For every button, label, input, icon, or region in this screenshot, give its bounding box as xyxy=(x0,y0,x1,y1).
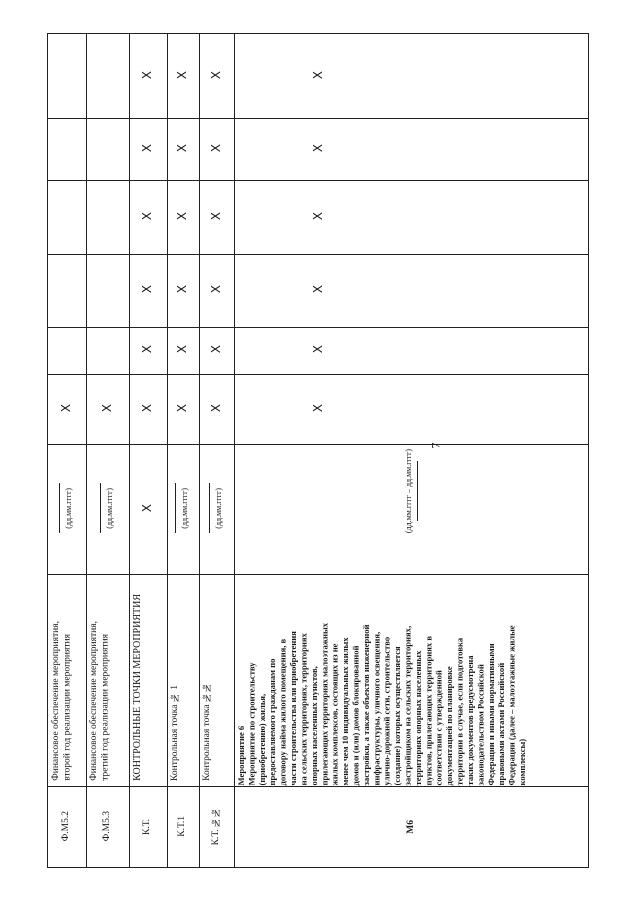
row-mark-text: X xyxy=(311,211,325,221)
date-label: (дд.мм.гггг) xyxy=(64,487,73,529)
row-code xyxy=(198,785,233,868)
row-code-text: Ф.М5.3 xyxy=(101,811,112,842)
row-code xyxy=(47,785,85,868)
row-code-text: Ф.М5.2 xyxy=(61,811,71,842)
row-mark-text: X xyxy=(208,143,223,153)
row-name xyxy=(85,573,128,785)
row-mark xyxy=(128,253,166,326)
row-mark xyxy=(243,179,393,253)
row-mark-text: X xyxy=(175,70,189,80)
row-date xyxy=(233,443,589,573)
row-mark xyxy=(198,373,233,443)
row-mark xyxy=(198,117,233,179)
row-mark-text: X xyxy=(311,70,325,80)
date-field xyxy=(175,483,189,533)
row-mark-text: X xyxy=(175,211,189,221)
date-label: (дд.мм.гггг) xyxy=(104,487,114,529)
row-name xyxy=(47,573,85,785)
row-mark xyxy=(243,33,393,117)
row-mark-text: X xyxy=(208,345,223,354)
row-mark xyxy=(243,326,393,373)
row-mark xyxy=(166,33,198,117)
row-name xyxy=(166,573,198,785)
row-code xyxy=(166,785,198,868)
row-mark-text: X xyxy=(208,403,223,413)
row-date xyxy=(128,443,166,573)
row-mark-text: X xyxy=(311,143,325,153)
row-name-text: Мероприятие 6 Мероприятие по строительству (приобретению) жилья, предоставляемого гражданам по договору найма жилого помещения, в части строительства или приобретения на сельских территориях, территориях опорных населенных пунктов, прилегающих территориях малоэтажных жилых комплексов, состоящих из не менее чем 10 индивидуальных жилых домов и (или) домов блокированной застройки, а также объектов инженерной инфраструктуры, уличного освещения, улично-дорожной сети, строительство (создание) которых осуществляется застройщиком на сельских территориях, территориях опорных населенных пунктов, прилегающих территориях в соответствии с утвержденной документацией по планировке территории в случае, если подготовка таких документов предусмотрена законодательством Российской Федерации и иными нормативными правовыми актами Российской Федерации (далее – малоэтажные жилые комплексы) xyxy=(236,622,527,785)
row-mark xyxy=(128,117,166,179)
row-mark xyxy=(85,33,128,117)
row-code xyxy=(233,785,589,868)
date-field xyxy=(100,483,114,533)
row-mark xyxy=(166,179,198,253)
row-code xyxy=(128,785,166,868)
row-mark-text: X xyxy=(175,403,189,413)
row-mark xyxy=(47,33,85,117)
row-code xyxy=(85,785,128,868)
row-mark xyxy=(85,373,128,443)
row-mark xyxy=(243,253,393,326)
row-mark-text: X xyxy=(175,345,189,354)
row-mark xyxy=(243,117,393,179)
row-name xyxy=(128,573,166,785)
date-field xyxy=(209,483,223,533)
row-mark xyxy=(47,117,85,179)
row-mark xyxy=(166,253,198,326)
row-mark-text: X xyxy=(140,70,154,80)
row-date xyxy=(198,443,233,573)
row-mark xyxy=(198,253,233,326)
date-field xyxy=(59,483,73,533)
date-label: (дд.мм.гггг) xyxy=(180,487,189,529)
row-mark-text: X xyxy=(99,403,114,413)
row-mark-text: X xyxy=(311,345,325,354)
row-date xyxy=(85,443,128,573)
row-mark-text: X xyxy=(140,403,154,413)
row-mark xyxy=(128,373,166,443)
row-mark-text: X xyxy=(208,70,223,80)
date-underline xyxy=(417,461,418,521)
row-mark xyxy=(47,373,85,443)
row-mark xyxy=(47,179,85,253)
row-mark xyxy=(128,33,166,117)
row-code-text: К.Т. xyxy=(142,818,152,835)
row-date xyxy=(166,443,198,573)
row-code-text: М6 xyxy=(406,819,416,834)
row-mark xyxy=(198,326,233,373)
row-mark xyxy=(47,253,85,326)
date-underline xyxy=(175,483,176,533)
row-name-text: Финансовое обеспечение мероприятия, второй год реализации мероприятия xyxy=(51,621,73,781)
row-mark-text: X xyxy=(175,143,189,153)
row-mark xyxy=(47,326,85,373)
row-mark xyxy=(166,326,198,373)
row-code-text: К.Т.1 xyxy=(177,816,187,837)
row-mark xyxy=(85,179,128,253)
row-mark xyxy=(198,33,233,117)
row-mark xyxy=(243,373,393,443)
row-mark xyxy=(166,117,198,179)
row-mark-text: X xyxy=(208,211,223,221)
row-name-text: Контрольная точка № 1 xyxy=(170,685,180,781)
row-mark xyxy=(198,179,233,253)
date-label: (дд.мм.гггг) xyxy=(213,487,223,529)
row-mark xyxy=(85,117,128,179)
date-label: (дд.мм.гггг – дд.мм.гггг) xyxy=(404,449,413,534)
row-name xyxy=(198,573,233,785)
date-field xyxy=(404,449,418,533)
row-mark xyxy=(166,373,198,443)
row-mark xyxy=(85,253,128,326)
page-number: 7 xyxy=(428,442,443,449)
row-code-text: К.Т. №№ xyxy=(210,807,221,846)
row-name xyxy=(233,573,589,785)
row-mark-text: X xyxy=(311,285,325,294)
row-mark-text: X xyxy=(311,403,325,413)
row-mark-text: X xyxy=(175,285,189,294)
row-name-text: КОНТРОЛЬНЫЕ ТОЧКИ МЕРОПРИЯТИЯ xyxy=(132,594,143,781)
row-mark-text: X xyxy=(140,143,154,153)
date-underline xyxy=(209,483,210,533)
row-name-text: Финансовое обеспечение мероприятия, третий год реализации мероприятия xyxy=(89,621,111,781)
date-mark: X xyxy=(140,503,154,513)
row-mark-text: X xyxy=(140,345,154,354)
date-underline xyxy=(59,483,60,533)
row-mark xyxy=(85,326,128,373)
row-mark xyxy=(128,179,166,253)
row-name-text: Контрольная точка №№ xyxy=(202,682,212,781)
row-date xyxy=(47,443,85,573)
row-mark-text: X xyxy=(208,285,223,294)
row-mark-text: X xyxy=(140,211,154,221)
row-mark-text: X xyxy=(59,403,73,413)
row-mark-text: X xyxy=(140,285,154,294)
row-mark xyxy=(128,326,166,373)
date-underline xyxy=(100,483,101,533)
